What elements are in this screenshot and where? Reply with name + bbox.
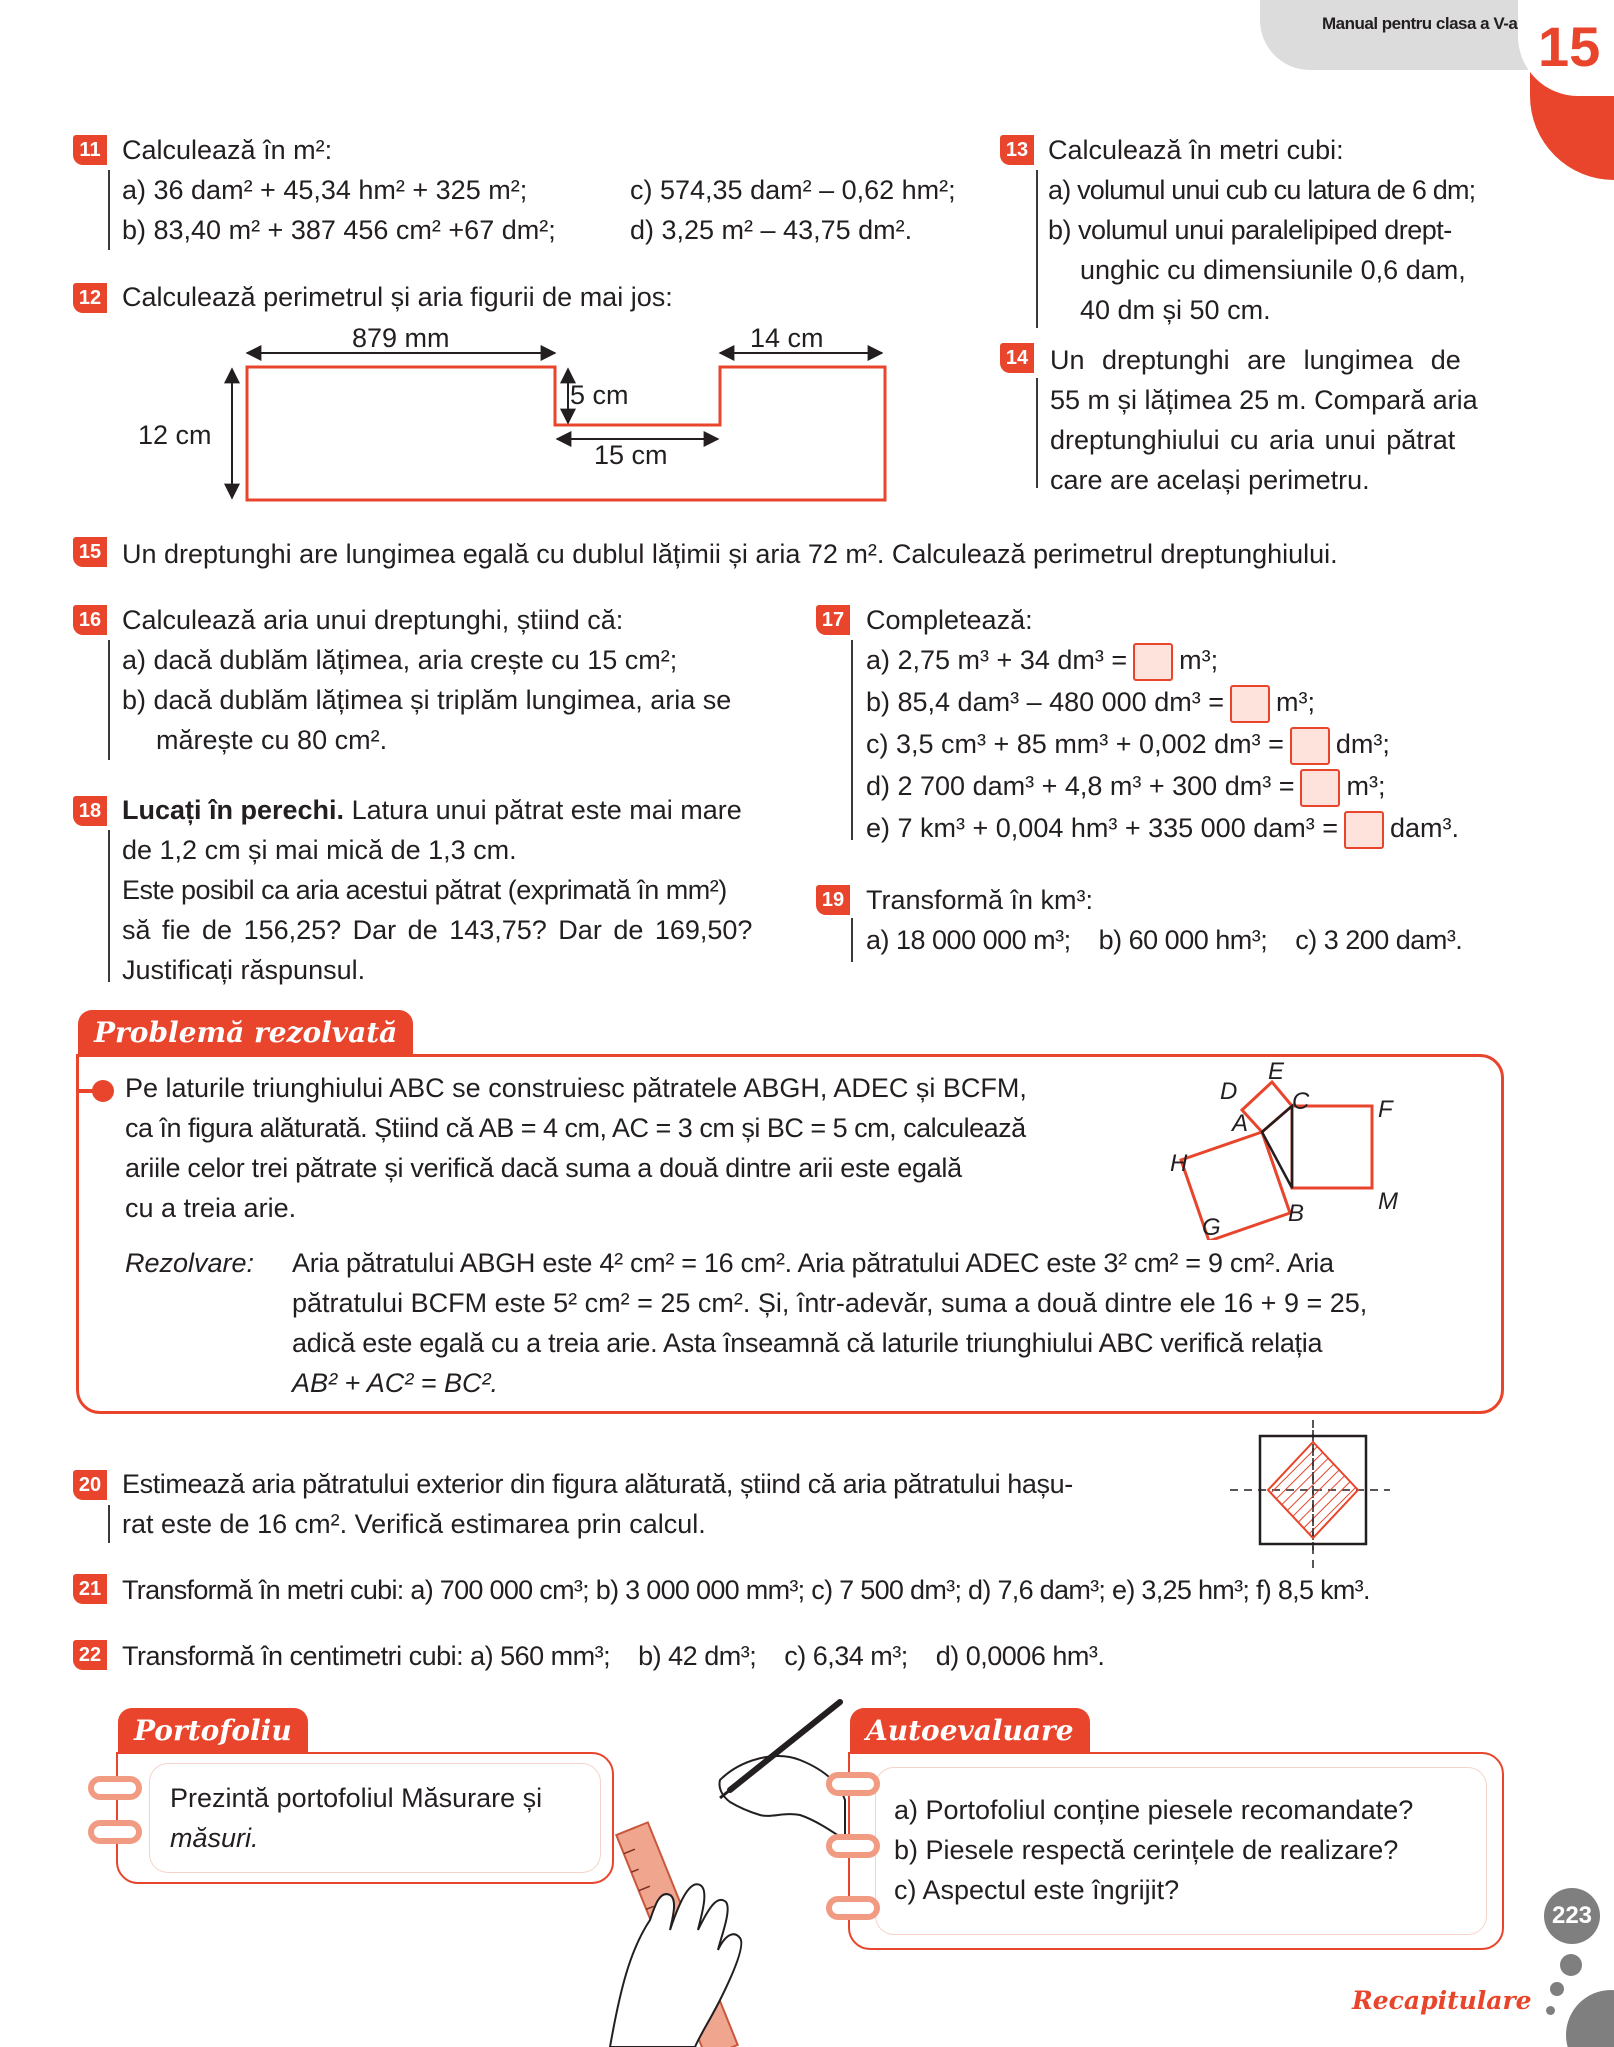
solved-statement-line3: ariile celor trei pătrate și verifică dacă suma a două dintre arii este egală: [125, 1153, 962, 1183]
ex12-label-5cm: 5 cm: [570, 380, 629, 410]
exercise-number-19: 19: [816, 885, 850, 915]
answer-box-d[interactable]: [1300, 769, 1340, 807]
solution-line1: Aria pătratului ABGH este 4² cm² = 16 cm². Aria pătratului ADEC este 3² cm² = 9 cm². Aria: [292, 1248, 1334, 1278]
exercise-number-18: 18: [73, 796, 107, 826]
exercise-number-13: 13: [1000, 135, 1034, 165]
ex18-bold-intro: Lucați în perechi.: [122, 795, 345, 825]
solved-statement-line1: Pe laturile triunghiului ABC se construiesc pătratele ABGH, ADEC și BCFM,: [125, 1073, 1027, 1103]
ex13-item-b-line2: unghic cu dimensiunile 0,6 dam,: [1080, 255, 1466, 285]
ex12-label-15cm: 15 cm: [594, 440, 668, 470]
exercise-number-11: 11: [73, 135, 107, 165]
bullet-line: [78, 1089, 108, 1093]
ex16-item-b-line2: mărește cu 80 cm².: [156, 725, 388, 755]
exercise-number-17: 17: [816, 605, 850, 635]
decor-dot: [1560, 1954, 1582, 1976]
decor-dot: [1550, 1982, 1564, 1996]
ex20-line1: Estimează aria pătratului exterior din figura alăturată, știind că aria pătratului hașu-: [122, 1469, 1073, 1499]
ex18-line1-text: Latura unui pătrat este mai mare: [344, 795, 742, 825]
fig-label-G: G: [1202, 1214, 1221, 1241]
solved-statement-line2: ca în figura alăturată. Știind că AB = 4 cm, AC = 3 cm și BC = 5 cm, calculează: [125, 1113, 1026, 1143]
square-adec: [1242, 1082, 1292, 1132]
hand-ruler-illustration: [600, 1690, 860, 2047]
ex11-item-a: a) 36 dam² + 45,34 hm² + 325 m²;: [122, 175, 528, 205]
ex11-item-d: d) 3,25 m² – 43,75 dm².: [630, 215, 913, 245]
ex12-label-879mm: 879 mm: [352, 323, 450, 353]
self-evaluation-item-b: b) Piesele respectă cerințele de realizare?: [894, 1835, 1399, 1865]
ex17-row-e: [866, 808, 1459, 849]
exercise-bar: [1036, 170, 1038, 328]
ex12-label-14cm: 14 cm: [750, 323, 824, 353]
ex14-line4: care are același perimetru.: [1050, 465, 1370, 495]
solution-line4: AB² + AC² = BC².: [292, 1368, 499, 1398]
ex14-line1: Un dreptunghi are lungimea de: [1050, 345, 1461, 375]
ex18-line5: Justificați răspunsul.: [122, 955, 366, 985]
portfolio-tab: Portofoliu: [118, 1708, 308, 1754]
ex17-title: Completează:: [866, 605, 1033, 635]
ex17-row-c: [866, 724, 1390, 765]
fig-label-F: F: [1378, 1096, 1393, 1123]
binder-ring: [826, 1896, 880, 1920]
unit-number: 15: [1538, 15, 1601, 78]
decor-dot: [1546, 2006, 1555, 2015]
page-number: 223: [1551, 1902, 1593, 1929]
answer-box-a[interactable]: [1133, 643, 1173, 681]
fig-label-B: B: [1288, 1200, 1305, 1227]
ex12-title: Calculează perimetrul și aria figurii de mai jos:: [122, 282, 673, 312]
ex12-shape: [247, 367, 885, 500]
ex20-squares-figure: [1230, 1420, 1390, 1570]
solution-line3: adică este egală cu a treia arie. Asta înseamnă că laturile triunghiului ABC verifică relația: [292, 1328, 1323, 1358]
ex15-text: Un dreptunghi are lungimea egală cu dublul lățimii și aria 72 m². Calculează perimetrul dreptunghiului.: [122, 539, 1338, 569]
square-bcfm: [1292, 1106, 1372, 1188]
fig-label-H: H: [1170, 1150, 1188, 1177]
section-name: Recapitulare: [1352, 1986, 1532, 2015]
exercise-bar: [851, 918, 853, 962]
exercise-bar: [1036, 378, 1038, 488]
binder-ring: [826, 1834, 880, 1858]
ex12-label-12cm: 12 cm: [138, 420, 212, 450]
ex17-row-b: [866, 682, 1315, 723]
ex18-line4: să fie de 156,25? Dar de 143,75? Dar de 169,50?: [122, 915, 753, 945]
ex11-item-c: c) 574,35 dam² – 0,62 hm²;: [630, 175, 956, 205]
answer-box-b[interactable]: [1230, 685, 1270, 723]
ex16-title: Calculează aria unui dreptunghi, știind că:: [122, 605, 624, 635]
ex17-a-unit: m³;: [1179, 645, 1219, 675]
ex14-line2: 55 m și lățimea 25 m. Compară aria: [1050, 385, 1478, 415]
exercise-number-22: 22: [73, 1640, 107, 1670]
ex17-c-expression: c) 3,5 cm³ + 85 mm³ + 0,002 dm³ =: [866, 729, 1284, 759]
portfolio-line2: măsuri.: [170, 1823, 259, 1853]
ex22-text: Transformă în centimetri cubi: a) 560 mm³; b) 42 dm³; c) 6,34 m³; d) 0,0006 hm³.: [122, 1641, 1105, 1671]
ex13-title: Calculează în metri cubi:: [1048, 135, 1344, 165]
ex17-e-expression: e) 7 km³ + 0,004 hm³ + 335 000 dam³ =: [866, 813, 1338, 843]
right-hand-icon: [719, 1756, 845, 1840]
ex11-title: Calculează în m²:: [122, 135, 333, 165]
exercise-bar: [108, 640, 110, 760]
exercise-number-16: 16: [73, 605, 107, 635]
ex18-line1: [122, 790, 742, 830]
ex18-line2: de 1,2 cm și mai mică de 1,3 cm.: [122, 835, 517, 865]
ex13-item-b-line3: 40 dm și 50 cm.: [1080, 295, 1271, 325]
fig-label-E: E: [1268, 1058, 1285, 1085]
ex19-items: a) 18 000 000 m³; b) 60 000 hm³; c) 3 200 dam³.: [866, 925, 1463, 955]
binder-ring: [826, 1772, 880, 1796]
fig-label-D: D: [1220, 1078, 1238, 1105]
ex21-text: Transformă în metri cubi: a) 700 000 cm³; b) 3 000 000 mm³; c) 7 500 dm³; d) 7,6 dam³; e) 3,25 hm³; f) 8,5 km³.: [122, 1575, 1370, 1605]
ex11-item-b: b) 83,40 m² + 387 456 cm² +67 dm²;: [122, 215, 556, 245]
ex17-b-expression: b) 85,4 dam³ – 480 000 dm³ =: [866, 687, 1224, 717]
portfolio-text: Prezintă portofoliul Măsurare și: [170, 1783, 543, 1813]
self-evaluation-item-c: c) Aspectul este îngrijit?: [894, 1875, 1180, 1905]
exercise-number-15: 15: [73, 537, 107, 567]
ex19-title: Transformă în km³:: [866, 885, 1094, 915]
exercise-number-12: 12: [73, 283, 107, 313]
ex17-row-d: [866, 766, 1385, 807]
self-evaluation-item-a: a) Portofoliul conține piesele recomandate?: [894, 1795, 1414, 1825]
exercise-bar: [108, 830, 110, 982]
fig-label-C: C: [1292, 1088, 1310, 1115]
solution-line2: pătratului BCFM este 5² cm² = 25 cm². Și, într-adevăr, suma a două dintre ele 16 + 9 = 25,: [292, 1288, 1368, 1318]
self-evaluation-tab: Autoevaluare: [850, 1708, 1090, 1754]
ex16-item-a: a) dacă dublăm lățimea, aria crește cu 15 cm²;: [122, 645, 678, 675]
square-abgh: [1181, 1132, 1290, 1240]
ex13-item-a: a) volumul unui cub cu latura de 6 dm;: [1048, 175, 1476, 205]
answer-box-c[interactable]: [1290, 727, 1330, 765]
answer-box-e[interactable]: [1344, 811, 1384, 849]
corner-decoration: [1566, 1990, 1614, 2047]
ex14-line3: dreptunghiului cu aria unui pătrat: [1050, 425, 1456, 455]
solved-problem-tab: Problemă rezolvată: [78, 1010, 413, 1056]
fig-label-A: A: [1232, 1110, 1249, 1137]
ex16-item-b-line1: b) dacă dublăm lățimea și triplăm lungimea, aria se: [122, 685, 732, 715]
exercise-bar: [108, 170, 110, 250]
binder-ring: [88, 1776, 142, 1800]
ex17-a-expression: a) 2,75 m³ + 34 dm³ =: [866, 645, 1128, 675]
portfolio-line1: [170, 1778, 542, 1818]
header-manual-title: Manual pentru clasa a V-a: [1322, 14, 1518, 33]
fig-label-M: M: [1378, 1188, 1398, 1215]
ex17-d-unit: m³;: [1346, 771, 1386, 801]
exercise-number-21: 21: [73, 1574, 107, 1604]
exercise-number-20: 20: [73, 1470, 107, 1500]
exercise-bar: [851, 640, 853, 840]
exercise-bar: [108, 1505, 110, 1543]
ex13-item-b-line1: b) volumul unui paralelipiped drept-: [1048, 215, 1452, 245]
ex17-e-unit: dam³.: [1390, 813, 1460, 843]
ex18-line3: Este posibil ca aria acestui pătrat (exprimată în mm²): [122, 875, 727, 905]
ex17-row-a: [866, 640, 1218, 681]
ex17-c-unit: dm³;: [1335, 729, 1390, 759]
ex20-line2: rat este de 16 cm². Verifică estimarea prin calcul.: [122, 1509, 706, 1539]
ex17-b-unit: m³;: [1275, 687, 1315, 717]
solution-label: Rezolvare:: [125, 1248, 255, 1278]
ex17-d-expression: d) 2 700 dam³ + 4,8 m³ + 300 dm³ =: [866, 771, 1295, 801]
exercise-number-14: 14: [1000, 343, 1034, 373]
solved-statement-line4: cu a treia arie.: [125, 1193, 297, 1223]
binder-ring: [88, 1820, 142, 1844]
